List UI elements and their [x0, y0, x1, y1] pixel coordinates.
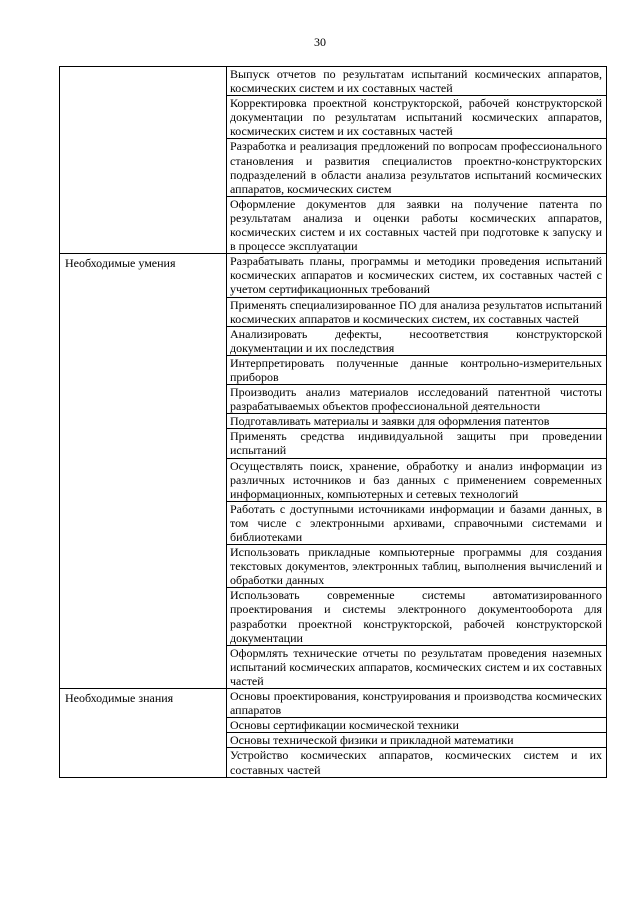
list-item: Основы сертификации космической техники [227, 718, 606, 733]
list-item: Анализировать дефекты, несоответствия конструкторской документации и их последствия [227, 327, 606, 356]
list-item: Использовать прикладные компьютерные программы для создания текстовых документов, электронных таблиц, выполнения вычислений и обработки данных [227, 545, 606, 588]
row-items [227, 67, 607, 254]
page-number: 30 [314, 35, 326, 49]
list-item: Устройство космических аппаратов, космических систем и их составных частей [230, 748, 602, 777]
list-item: Использовать современные системы автоматизированного проектирования и системы электронного документооборота для разработки проектной конструкторской, рабочей конструкторской документации [227, 588, 606, 645]
list-item: Применять средства индивидуальной защиты при проведении испытаний [227, 429, 606, 458]
list-item: Подготавливать материалы и заявки для оформления патентов [227, 414, 606, 429]
list-item: Работать с доступными источниками информации и базами данных, в том числе с электронными архивами, справочными системами и библиотеками [227, 502, 606, 545]
list-item: Разрабатывать планы, программы и методики проведения испытаний космических аппаратов и космических систем, их составных частей с учетом сертификационных требований [227, 254, 606, 297]
table-row [60, 254, 607, 689]
row-label: Необходимые умения [60, 254, 227, 689]
list-item: Оформление документов для заявки на получение патента по результатам анализа и оценки работы космических аппаратов, космических систем и их составных частей при подготовке к запуску и в процессе эксплуатации [230, 196, 602, 254]
list-item: Корректировка проектной конструкторской, рабочей конструкторской документации по результатам испытаний космических аппаратов, космических систем и их составных частей [227, 96, 606, 139]
requirements-table [59, 66, 607, 778]
row-items [227, 254, 607, 689]
row-label: Необходимые знания [60, 689, 227, 778]
table-row [60, 67, 607, 254]
list-item: Интерпретировать полученные данные контрольно-измерительных приборов [227, 356, 606, 385]
list-item: Основы проектирования, конструирования и производства космических аппаратов [227, 689, 606, 718]
list-item: Применять специализированное ПО для анализа результатов испытаний космических аппаратов и космических систем, их составных частей [227, 298, 606, 327]
table-row [60, 689, 607, 778]
list-item: Оформлять технические отчеты по результатам проведения наземных испытаний космических аппаратов, космических систем и их составных частей [230, 645, 602, 688]
row-items [227, 689, 607, 778]
list-item: Производить анализ материалов исследований патентной чистоты разрабатываемых объектов профессиональной деятельности [227, 385, 606, 414]
list-item: Выпуск отчетов по результатам испытаний космических аппаратов, космических систем и их составных частей [227, 67, 606, 96]
row-label [60, 67, 227, 254]
list-item: Разработка и реализация предложений по вопросам профессионального становления и развития специалистов проектно-конструкторских подразделений в области анализа результатов испытаний космических аппаратов, космических систем [227, 139, 606, 196]
list-item: Осуществлять поиск, хранение, обработку и анализ информации из различных источников и баз данных с применением современных информационных, компьютерных и сетевых технологий [227, 459, 606, 502]
list-item: Основы технической физики и прикладной математики [227, 733, 606, 748]
